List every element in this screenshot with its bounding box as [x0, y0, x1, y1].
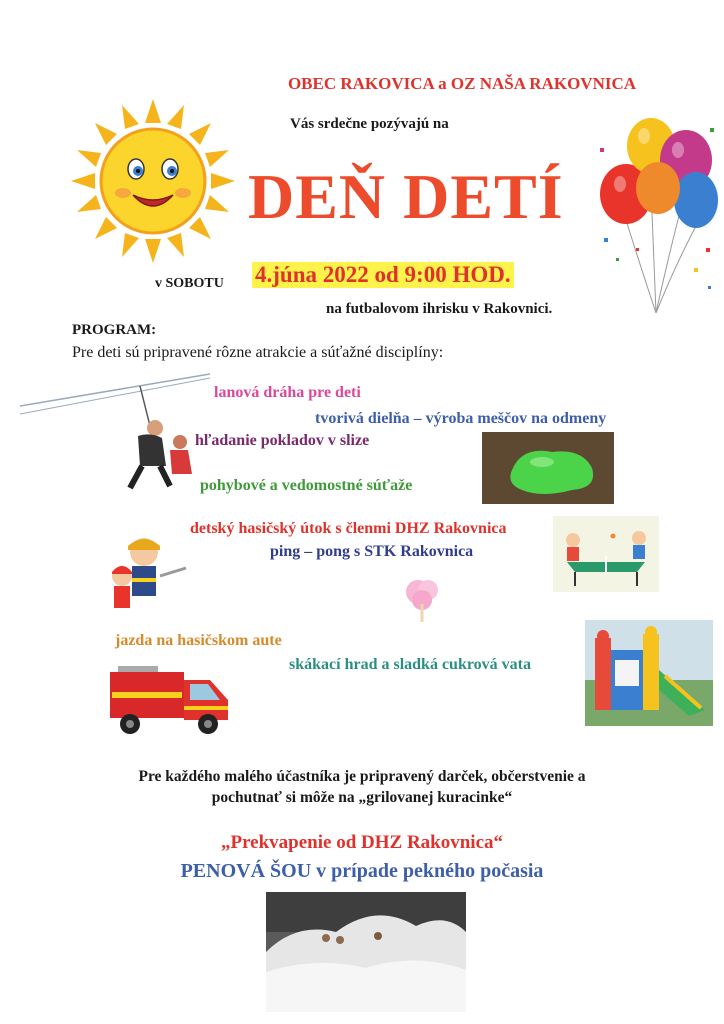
foam-show-photo [266, 892, 466, 1012]
activity-ping-pong: ping – pong s STK Rakovnica [270, 543, 474, 560]
foam-show-text: PENOVÁ ŠOU v prípade pekného počasia [180, 860, 544, 882]
invite-text: Vás srdečne pozývajú na [290, 116, 449, 132]
activity-fire-truck: jazda na hasičskom aute [115, 632, 282, 649]
gift-line-2: pochutnať si môže na „grilovanej kuracinke“ [211, 789, 513, 806]
balloons-icon [596, 108, 720, 318]
bouncy-castle-photo [585, 620, 713, 726]
activity-bouncy-castle: skákací hrad a sladká cukrová vata [289, 656, 531, 673]
ping-pong-icon [553, 516, 659, 592]
program-intro: Pre deti sú pripravené rôzne atrakcie a súťažné disciplíny: [72, 344, 444, 361]
event-title: DEŇ DETÍ [248, 161, 564, 232]
event-place: na futbalovom ihrisku v Rakovnici. [326, 301, 553, 317]
firefighter-kids-icon [100, 532, 190, 614]
activity-zipline: lanová dráha pre deti [214, 384, 361, 401]
date-time-highlight: 4.júna 2022 od 9:00 HOD. [252, 262, 514, 288]
gift-line-1: Pre každého malého účastníka je pripravený darček, občerstvenie a [138, 768, 586, 785]
cotton-candy-icon [398, 574, 446, 624]
fire-truck-icon [104, 660, 236, 742]
day-prefix: v SOBOTU [155, 276, 224, 291]
activity-fire-attack: detský hasičský útok s členmi DHZ Rakovnica [190, 520, 507, 537]
surprise-text: „Prekvapenie od DHZ Rakovnica“ [220, 832, 504, 853]
zipline-photo [20, 366, 210, 496]
activity-treasure: hľadanie pokladov v slize [195, 432, 370, 449]
sun-icon [68, 96, 238, 266]
slime-photo [482, 432, 614, 504]
activity-workshop: tvorivá dielňa – výroba meščov na odmeny [315, 410, 607, 427]
activity-contests: pohybové a vedomostné súťaže [200, 477, 413, 494]
program-heading: PROGRAM: [72, 322, 157, 338]
gift-text [0, 766, 724, 808]
organizers-text: OBEC RAKOVICA a OZ NAŠA RAKOVNICA [287, 74, 637, 93]
